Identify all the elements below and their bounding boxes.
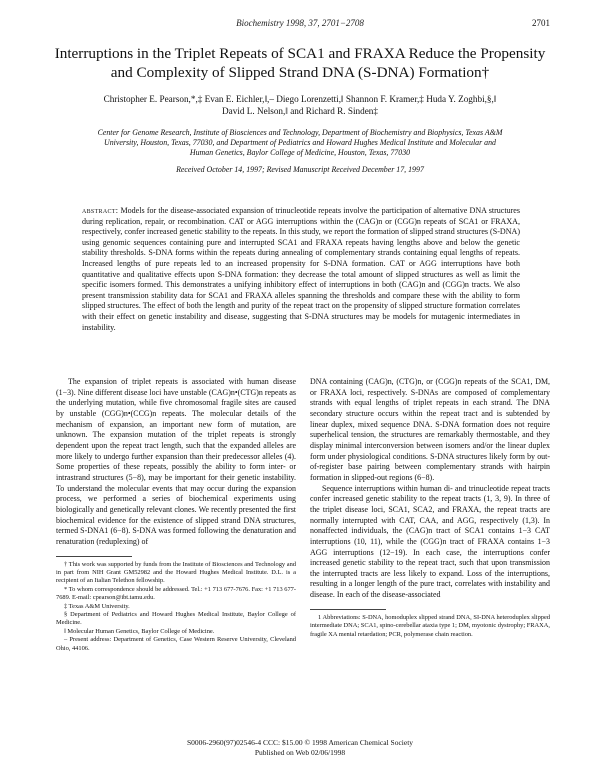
- footnote-divider: [56, 556, 132, 557]
- author-list: [40, 93, 560, 117]
- publication-date: Published on Web 02/06/1998: [254, 747, 346, 757]
- footnote: 1 Abbreviations: S-DNA, homoduplex slipped strand DNA, SI-DNA heteroduplex slipped intermediate DNA; SCA1, spino-cerebellar ataxia type 1; DM, myotonic dystrophy; FRAXA, fragile XA mental retardation; PCR, polymerase chain reaction.: [310, 613, 550, 638]
- abstract-label: abstract:: [82, 206, 119, 215]
- body-paragraph: The expansion of triplet repeats is associated with human disease (1−3). Nine different disease loci have unstable (CAG)n•(CTG)n repeats as the underlying mutation, while five chromosomal fragile sites are caused by unstable (CGG)n•(CCG)n repeats. The molecular details of the mechanism of expansion, an important new form of mutation, are unknown. The expansion mutation of the triplet repeats is strongly dependent upon the repeat tract length, such that the expanded alleles are more likely to undergo further expansion than their predecessor alleles (4). Some properties of these repeats, possibly the ability to form inter- or intrastrand structures (5−8), may be important for their genetic instability. To understand the molecular events that may occur during the expansion process, we performed a series of biochemical experiments using biologically and genetically relevant clones. We recently presented the first biochemical evidence for the existence of slipped strand DNA structures, termed S-DNA1 (6−8). S-DNA was formed following the denaturation and renaturation (reduplexing) of: [56, 377, 296, 546]
- body-paragraph: Sequence interruptions within human di- and trinucleotide repeat tracts confer increased genetic stability to the repeat tracts (1, 3, 9). In three of the triplet disease loci, SCA1, SCA2, and FRAXA, the repeat tracts are normally interrupted with CAT, CAA, and AGG, respectively (1,3). In nonaffected individuals, the (CAG)n tract of SCA1 contains 1−3 CAT interruptions (10, 11), while the (CGG)n tract of FRAXA contains 1−3 AGG interruptions (12−19). In each case, the interruptions confer increased genetic stability to the repeat tract, such that upon transmission the interrupted tracts are less likely to expand. Loss of the interruptions, resulting in a longer length of the pure tract, correlates with instability and disease. In each of the disease-associated: [310, 483, 550, 600]
- journal-citation: Biochemistry 1998, 37, 2701−2708: [236, 18, 364, 28]
- affiliation-line: Center for Genome Research, Institute of Biosciences and Technology, Department of Biochemistry and Biophysics, Texas A&M: [97, 128, 503, 137]
- author-line: Christopher E. Pearson,*,‡ Evan E. Eichler,‖,– Diego Lorenzetti,‖ Shannon F. Kramer,‡ Huda Y. Zoghbi,§,‖: [103, 94, 497, 104]
- abstract-text: Models for the disease-associated expansion of trinucleotide repeats involve the participation of alternative DNA structures during replication, repair, or recombination. CAT or AGG interruptions within the (CAG)n or (CGG)n repeats of SCA1 or FRAXA, respectively, confer increased genetic stability to the repeats. In this study, we report the formation of slipped strand structures (S-DNA) using genomic sequences containing pure and interrupted SCA1 and FRAXA repeats having lengths above and below the genetic stability thresholds. S-DNA forms within the repeats during annealing of complementary strands containing equal lengths of repeats. Increased lengths of pure repeats led to an increased propensity for S-DNA formation. CAT or AGG interruptions have both quantitative and qualitative effects upon S-DNA formation: they decrease the total amount of slipped structures as well as limit the specific isomers formed. This demonstrates a unifying inhibitory effect of interruptions in both (CAG)n and (CGG)n tracts. We also present transmission stability data for SCA1 and FRAXA alleles spanning the thresholds and compare these with the ability to form slipped structures. The effect of both the length and purity of the repeat tract on the propensity of slipped structure formation correlates with their effect on genetic instability and disease, suggesting that S-DNA structures may be models for mutagenic intermediates in instability.: [82, 206, 520, 332]
- affiliations: [54, 128, 546, 158]
- affiliation-line: Human Genetics, Baylor College of Medicine, Houston, Texas, 77030: [189, 148, 411, 157]
- body-paragraph: DNA containing (CAG)n, (CTG)n, or (CGG)n repeats of the SCA1, DM, or FRAXA loci, respectively. S-DNAs are composed of complementary strands with equal lengths of triplet repeats in each strand. The DNA secondary structure occurs within the repeat tract and is subtended by linear duplex, mixed sequence DNA. S-DNA formation does not require superhelical tension, the structures are remarkably thermostable, and they display minimal interconversion between isomers and/or the linear duplex form under physiological conditions. S-DNA structures likely form by out-of-register base pairing between complementary strands with hairpin formation in slipped-out regions (6−8).: [310, 377, 550, 482]
- footnotes: [56, 561, 296, 653]
- footnote: † This work was supported by funds from the Institute of Biosciences and Technology and in part from NIH Grant GM52982 and the Howard Hughes Medical Institute. D.L. is a recipient of an Italian Telethon fellowship.: [56, 560, 296, 585]
- copyright-footer: [0, 738, 600, 757]
- footnote-divider: [310, 609, 386, 610]
- footnote: ‡ Texas A&M University.: [64, 602, 130, 610]
- received-dates: Received October 14, 1997; Revised Manuscript Received December 17, 1997: [176, 165, 424, 174]
- affiliation-line: University, Houston, Texas, 77030, and Department of Pediatrics and Howard Hughes Medical Institute and Molecular and: [104, 138, 496, 147]
- paper-title: [40, 44, 560, 82]
- left-column: [56, 377, 296, 653]
- title-line: and Complexity of Slipped Strand DNA (S-DNA) Formation†: [110, 64, 490, 81]
- abstract: [82, 206, 520, 333]
- footnote: * To whom correspondence should be addressed. Tel.: +1 713 677-7676. Fax: +1 713 677-7689. E-mail: cpearson@ibt.tamu.edu.: [56, 585, 296, 602]
- title-line: Interruptions in the Triplet Repeats of SCA1 and FRAXA Reduce the Propensity: [54, 45, 546, 62]
- footnotes: [310, 614, 550, 639]
- right-column: [310, 377, 550, 639]
- footnote: – Present address: Department of Genetics, Case Western Reserve University, Cleveland Ohio, 44106.: [56, 636, 296, 652]
- footnote: § Department of Pediatrics and Howard Hughes Medical Institute, Baylor College of Medicine.: [56, 610, 296, 627]
- page-number: 2701: [532, 18, 550, 28]
- copyright-line: S0006-2960(97)02546-4 CCC: $15.00 © 1998 American Chemical Society: [186, 738, 414, 747]
- author-line: David L. Nelson,‖ and Richard R. Sinden‡: [222, 106, 378, 116]
- footnote: ‖ Molecular Human Genetics, Baylor College of Medicine.: [64, 627, 215, 635]
